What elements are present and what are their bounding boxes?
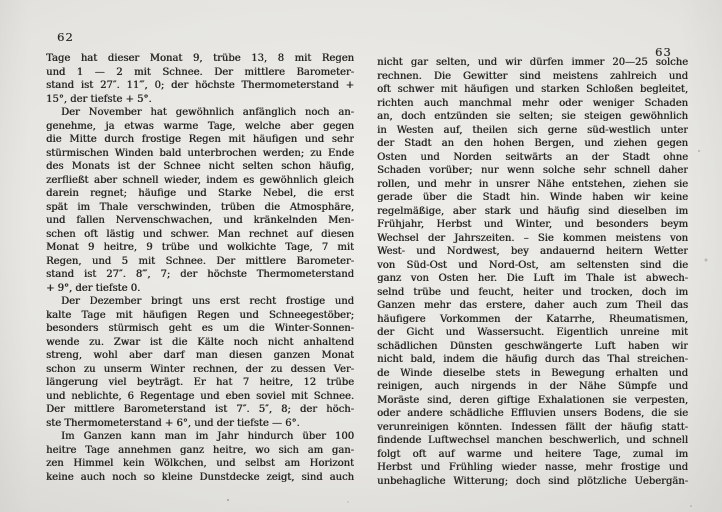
text-line: folgt oft auf warme und heitere Tage, zumal im — [377, 448, 688, 460]
text-line: findende Luftwechsel manchen beschwerlich, und schnell — [377, 435, 688, 446]
text-line: ganz von Osten her. Die Luft im Thale ist abwech- — [377, 273, 688, 284]
text-line: der Stadt an den hohen Bergen, und ziehen gegen — [377, 138, 688, 149]
text-line: nicht gar selten, und wir dürfen immer 20—25 solche — [377, 57, 688, 68]
text-line: Der mittlere Barometerstand ist 7″. 5″, 8; der höch- — [46, 404, 354, 415]
text-line: regelmäßige, aber stark und häufig sind dieselben im — [377, 205, 688, 217]
text-line: zen Himmel kein Wölkchen, und selbst am Horizont — [46, 458, 354, 469]
text-line: kalte Tage mit häufigen Regen und Schneegestöber; — [46, 309, 354, 321]
text-line: verunreinigen könnten. Indessen fällt der häufig statt- — [377, 421, 688, 433]
text-line: darein regnet; häufige und Starke Nebel, die erst — [46, 188, 354, 199]
text-line: streng, wohl aber darf man diesen ganzen Monat — [46, 350, 354, 361]
page-right-text-block — [377, 56, 688, 488]
text-line: Herbst und Frühling wieder nasse, mehr frostige und — [377, 462, 688, 473]
text-line: wende zu. Zwar ist die Kälte noch nicht anhaltend — [46, 336, 354, 348]
text-line: Monat 9 heitre, 9 trübe und wolkichte Tage, 7 mit — [46, 242, 354, 253]
text-line: Der November hat gewöhnlich anfänglich noch an- — [61, 107, 354, 118]
text-line: Wechsel der Jahrszeiten. – Sie kommen meistens von — [377, 232, 688, 244]
text-line: Im Ganzen kann man im Jahr hindurch über 100 — [61, 431, 354, 442]
text-line: genehme, ja etwas warme Tage, welche aber gegen — [46, 120, 354, 132]
text-line: schon zu unserm Winter rechnen, der zu dessen Ver- — [46, 363, 354, 375]
text-line: keine auch noch so kleine Dunstdecke zeigt, sind auch — [46, 471, 354, 483]
text-line: von Süd-Ost und Nord-Ost, am seltensten sind die — [377, 259, 688, 271]
text-line: reinigen, auch nirgends in der Nähe Sümpfe und — [377, 381, 688, 392]
text-line: + 9°, der tiefste 0. — [46, 282, 141, 294]
text-line: die Mitte durch frostige Regen mit häufigen und sehr — [46, 134, 354, 145]
text-line: längerung viel beyträgt. Er hat 7 heitre, 12 trübe — [46, 377, 354, 388]
text-line: Schaden vorüber; nur wenn solche sehr schnell daher — [377, 165, 688, 176]
paper-speck — [227, 499, 229, 501]
text-line: und fallen Nervenschwachen, und kränkelnden Men- — [46, 215, 354, 226]
text-line: ste Thermometerstand + 6°, und der tiefste — 6°. — [46, 417, 300, 429]
text-line: stürmischen Winden bald unterbrochen werden; zu Ende — [46, 147, 354, 159]
text-line: oder andere schädliche Effluvien unsers Bodens, die sie — [377, 408, 688, 419]
text-line: Regen, und 5 mit Schnee. Der mittlere Barometer- — [46, 255, 354, 267]
text-line: Osten und Norden seitwärts an der Stadt ohne — [377, 151, 688, 163]
text-line: Ganzen mehr das erstere, daher auch zum Theil das — [377, 300, 688, 311]
text-line: zerfließt aber schnell wieder, indem es gewöhnlich gleich — [46, 174, 354, 186]
text-line: 15°, der tiefste + 5°. — [46, 93, 152, 105]
text-line: unbehagliche Witterung; doch sind plötzliche Uebergän- — [377, 475, 688, 487]
text-line: Tage hat dieser Monat 9, trübe 13, 8 mit Regen — [46, 53, 354, 64]
text-line: gerade über die Stadt hin. Winde haben wir keine — [377, 192, 688, 203]
text-line: Moräste sind, deren giftige Exhalationen sie verpesten, — [377, 394, 688, 406]
text-line: an, doch entzünden sie selten; sie steigen gewöhnlich — [377, 111, 688, 122]
text-line: häufigere Vorkommen der Katarrhe, Rheumatismen, — [377, 313, 688, 325]
text-line: spät im Thale verschwinden, trüben die Atmosphäre, — [46, 201, 354, 213]
page-number-left: 62 — [57, 30, 74, 44]
text-line: der Gicht und Wassersucht. Eigentlich unreine mit — [377, 327, 688, 338]
text-line: heitre Tage annehmen ganz heitre, wo sich am gan- — [46, 444, 354, 456]
text-line: des Monats ist der Schnee nicht selten schon häufig, — [46, 161, 354, 172]
text-line: in Westen auf, theilen sich gerne süd-westlich unter — [377, 124, 688, 136]
page-number-right: 63 — [655, 45, 672, 59]
text-line: Frühjahr, Herbst und Winter, und besonders beym — [377, 219, 688, 230]
text-line: und 1 — 2 mit Schnee. Der mittlere Barometer- — [46, 66, 354, 78]
text-line: richten auch manchmal mehr oder weniger Schaden — [377, 97, 688, 109]
text-line: und neblichte, 6 Regentage und eben soviel mit Schnee. — [46, 390, 354, 402]
text-line: rollen, und mehr in unsrer Nähe entstehen, ziehen sie — [377, 178, 688, 190]
text-line: schen oft lästig und schwer. Man rechnet auf diesen — [46, 228, 354, 240]
text-line: West- und Nordwest, bey andauernd heitern Wetter — [377, 246, 688, 257]
text-line: rechnen. Die Gewitter sind meistens zahlreich und — [377, 70, 688, 82]
text-line: oft schwer mit häufigen und starken Schloßen begleitet, — [377, 84, 688, 95]
text-line: Der Dezember bringt uns erst recht frostige und — [61, 296, 354, 307]
text-line: de Winde dieselbe stets in Bewegung erhalten und — [377, 367, 688, 379]
page-left-text-block — [46, 52, 354, 484]
text-line: nicht bald, indem die häufig durch das Thal streichen- — [377, 354, 688, 365]
text-line: besonders stürmisch geht es um die Winter-Sonnen- — [46, 323, 354, 334]
text-line: stand ist 27″. 11‴, 0; der höchste Thermometerstand + — [46, 80, 354, 91]
text-line: selnd trübe und feucht, heiter und trocken, doch im — [377, 286, 688, 298]
text-line: stand ist 27″. 8‴, 7; der höchste Thermometerstand — [46, 269, 354, 280]
text-line: schädlichen Dünsten geschwängerte Luft haben wir — [377, 340, 688, 352]
